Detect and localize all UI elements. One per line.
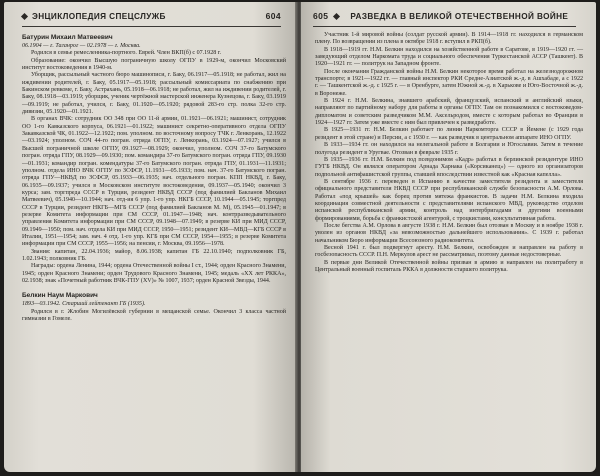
right-running-header — [313, 6, 576, 27]
paragraph: В 1924 г. Н.М. Белкина, знавшего арабский, французский, испанский и английский языки, направляют по партийному набору для работы в органы ОГПУ. Там он познакомился с востоковедом-дипломатом и советским разведчиком М.М. Аксельродом, вместе с которым работал во Франции в 1924—1927 гг. Затем уже вместе с ним был привлечен к разведработе. — [315, 98, 583, 127]
entry-baturin — [22, 34, 286, 285]
entry-belkin — [22, 292, 286, 323]
right-header-title: РАЗВЕДКА В ВЕЛИКОЙ ОТЕЧЕСТВЕННОЙ ВОЙНЕ — [350, 11, 569, 21]
diamond-ornament-icon — [21, 12, 28, 19]
paragraph: После окончания Гражданской войны Н.М. Белкин некоторое время работал на железнодорожном транспорте; в 1921—1922 гг. — главный инспектор РКИ Средне-Азиатской ж.-д. в Ашхабаде, а с 1922 г. — Ташкентской ж.-д. с 1925 г. — в Оренбурге, затем Южной ж.-д. в Харькове и Юго-Восточной ж.-д. в Воронеже. — [315, 68, 583, 97]
left-header-title: ЭНЦИКЛОПЕДИЯ СПЕЦСЛУЖБ — [32, 11, 166, 21]
entry-dates: 06.1904 — г. Таганрог — 02.1978 — г. Москва. — [22, 43, 141, 49]
left-page-body — [22, 34, 286, 323]
paragraph: Участник 1-й мировой войны (солдат русской армии). В 1914—1918 гг. находился в германском плену. По возвращении из плена в октябре 1918 г. вступил в РКП(б). — [315, 32, 583, 46]
paragraph: В 1935—1936 гг. Н.М. Белкин под псевдонимом «Кадр» работал в берлинской резидентуре ИНО ГУГБ НКВД. Он являлся оператором Арнада Харнака («Корсиканец») — одного из организаторов подпольной антифашистской группы, ставшей впоследствии известной как «Красная капелла». — [315, 156, 583, 178]
paragraph: В сентябре 1936 г. переведен в Испанию в качестве заместителя резидента и заместителя официального представителя НКВД СССР при республиканской службе безопасности А.М. Орлова. Работал «под крышей» как борец против мятежа франкистов. В задачи Н.М. Белкина входила координация совместной деятельности с представителями испанского МВД, руководство отделом испанской республиканской армии, контроль над интербригадами и другими военными формированиями, борьба с франкистской агентурой, с троцкистами, консультативная работа. — [315, 178, 583, 222]
right-page-number: 605 — [313, 11, 329, 21]
left-running-header — [22, 6, 281, 27]
paragraph: Весной 1941 г. был подвергнут аресту. Н.М. Белкин, освобожден и направлен на работу в госбезопасность СССР. П.Н. Меркулов арест не рассматривал, поэтому данные недостоверные. — [315, 244, 583, 259]
right-page-body — [315, 32, 583, 274]
entry-name: Белкин Наум Маркович — [22, 292, 98, 300]
paragraph: В органах ВЧК: сотрудник ОО 348 при ОО 11-й армии, 01.1921—06.1921; машинист, сотрудник ОО 1-го Кавказского корпуса, 06.1921—01.1922; машинист секретно-оперативного отдела ОГПУ Закавказской ЧК, 01.1922—12.1922; пом. уполном. по восточному вопросу ТЧК г. Ленкорань, 12.1922—03.1924; уполном. СОЧ 44-го погран. отряда ОГПУ, г. Ленкорань, 03.1924—07.1927; учился в Высшей пограничной школе ОГПУ, 09.1927—08.1929; окончил, уполном. СОЧ 37-го Батумского погран. отряда ГПУ, 08.1929—09.1930; пом. командира 37-го Батумского погран. отряда ГПУ, 09.1930—01.1931; командир погран. комендатуры 37-го Батумского погран. отряда ГПУ, 01.1931—11.1931; уполном. отдела ИНО ВЧК ОГПУ по ЗСФСР, 11.1931—05.1933; пом. нач. 37-го Батумского погран. отряда ГПУ—НКВД по ЗСФСР, 05.1933—06.1935; нач. отдельного погран. КПП НКВД, г. Баку, 06.1935—09.1937; учился в Московском институте востоковедения, 09.1937—05.1940; окончил 3 курса; зам. торгпреда СССР в Турции, резидент НКВД СССР (под фамилией Бакланов Михаил Матвеевич), 05.1940—10.1944; нач. отд-ия 6 упр. 1-го упр. НКГБ СССР, 10.1944—05.1945; торгпред СССР в Турции, резидент НКГБ—МГБ СССР (под фамилией Бакланов М. М), 05.1945—01.1947; в резерве Комитета информации при СМ СССР, 01.1947—1948; нач. контрразведывательного управления Комитета информации при СМ СССР, 09.1948—07.1949; в резерве КИ при МИД СССР, 09.1949—1950; пом. нач. отдела КИ при МИД СССР, 1950—1951; резидент КИ—МВД—КГБ СССР в Италии, 1951—1954; зам. нач. 4 отд. 1-го упр. КГБ при СМ СССР, 1954—1955; в резерве Комитета информации при СМ СССР, 1955—1956; на пенсии, г. Москва, 09.1956—1978. — [22, 116, 286, 248]
entry-spacer — [22, 285, 286, 292]
paragraph: Награды: ордена Ленина, 1944; ордена Отечественной войны I ст., 1944; орден Красного Знамени, 1945; орден Красного Знамени; орден Трудового Красного Знамени, 1945; медаль «XX лет РККА», 02.1938; знак «Почетный работник ВЧК-ГПУ (XV)» № 1007, 1937; орден Красной Звезды, 1944. — [22, 263, 286, 284]
left-page — [4, 2, 297, 472]
left-header-title-wrap — [22, 12, 166, 21]
paragraph: В первые дни Великой Отечественной войны призван в армию и направлен на политработу в Центральный военный госпиталь РККА в должности старшего политрука. — [315, 259, 583, 273]
diamond-ornament-icon — [333, 12, 340, 19]
paragraph: После бегства А.М. Орлова в августе 1938 г. Н.М. Белкин был отозван в Москву и в ноябре 1938 г. уволен из органов НКВД «за невозможностью дальнейшего использования». С 1939 г. работал начальником Бюро информации Всесоюзного радиокомитета. — [315, 222, 583, 244]
entry-name: Батурин Михаил Матвеевич — [22, 34, 113, 41]
paragraph: Родился в г. Жлобин Могилёвской губернии в мещанской семье. Окончил 3 класса частной гимназии в Гомеле. — [22, 308, 286, 323]
paragraph: Родился в семье ремесленника-портного. Еврей. Член ВКП(б) с 07.1928 г. — [31, 50, 222, 57]
paragraph: Звания: капитан, 22.04.1936; майор, 8.06.1938; капитан ГБ 22.10.1940; подполковник ГБ, 1.02.1943; полковник ГБ. — [22, 248, 286, 262]
entry-dates: 1893—03.1942. Старший лейтенант ГБ (1935). — [22, 301, 146, 308]
paragraph: В 1918—1919 гг. Н.М. Белкин находился на хозяйственной работе в Саратове, в 1919—1920 гг. — заведующий отделом Наркомата труда и социального обеспечения Туркестанской АССР (Ташкент). В 1920—1921 гг. — политрук на Западном фронте. — [315, 46, 583, 68]
book-spread — [4, 2, 596, 472]
paragraph: В 1933—1934 гг. он находился на нелегальной работе в Болгарии и Югославии. Затем в течение полугода резидент в Уругвае. Отозван в феврале 1935 г. — [315, 142, 583, 156]
paragraph: Уборщик, рассыльный частного бюро машинописи, г. Баку, 06.1917—05.1918; не работал, жил на иждивении родителей, г. Баку, 05.1917—05.1918; рассыльный комиссариата по снабжению при Бакинском ревкоме, г. Баку, Астрахань, 05.1918—06.1918; не работал, жил на иждивении родителей, г. Баку, 08.1918—03.1919; уборщик, ученик чертёжной мастерской инженера Кузнецова, г. Баку, 03.1919—09.1919; не работал, учился, г. Баку, 01.1920—05.1920; рядовой 283-го стр. полка 32-го стр. дивизии, 05.1920—01.1921. — [22, 72, 286, 116]
left-page-number: 604 — [265, 11, 281, 21]
right-page — [301, 2, 596, 472]
paragraph: Образование: окончил Высшую пограничную школу ОГПУ в 1929-м, окончил Московский институт востоковедения в 1940-м. — [22, 57, 286, 72]
paragraph: В 1925—1931 гг. Н.М. Белкин работает по линии Наркомторга СССР в Йемене (с 1929 года резидент в этой стране) и Персии, а с 1930 г. — как разведчик в центральном аппарате ИНО ОГПУ. — [315, 127, 583, 141]
